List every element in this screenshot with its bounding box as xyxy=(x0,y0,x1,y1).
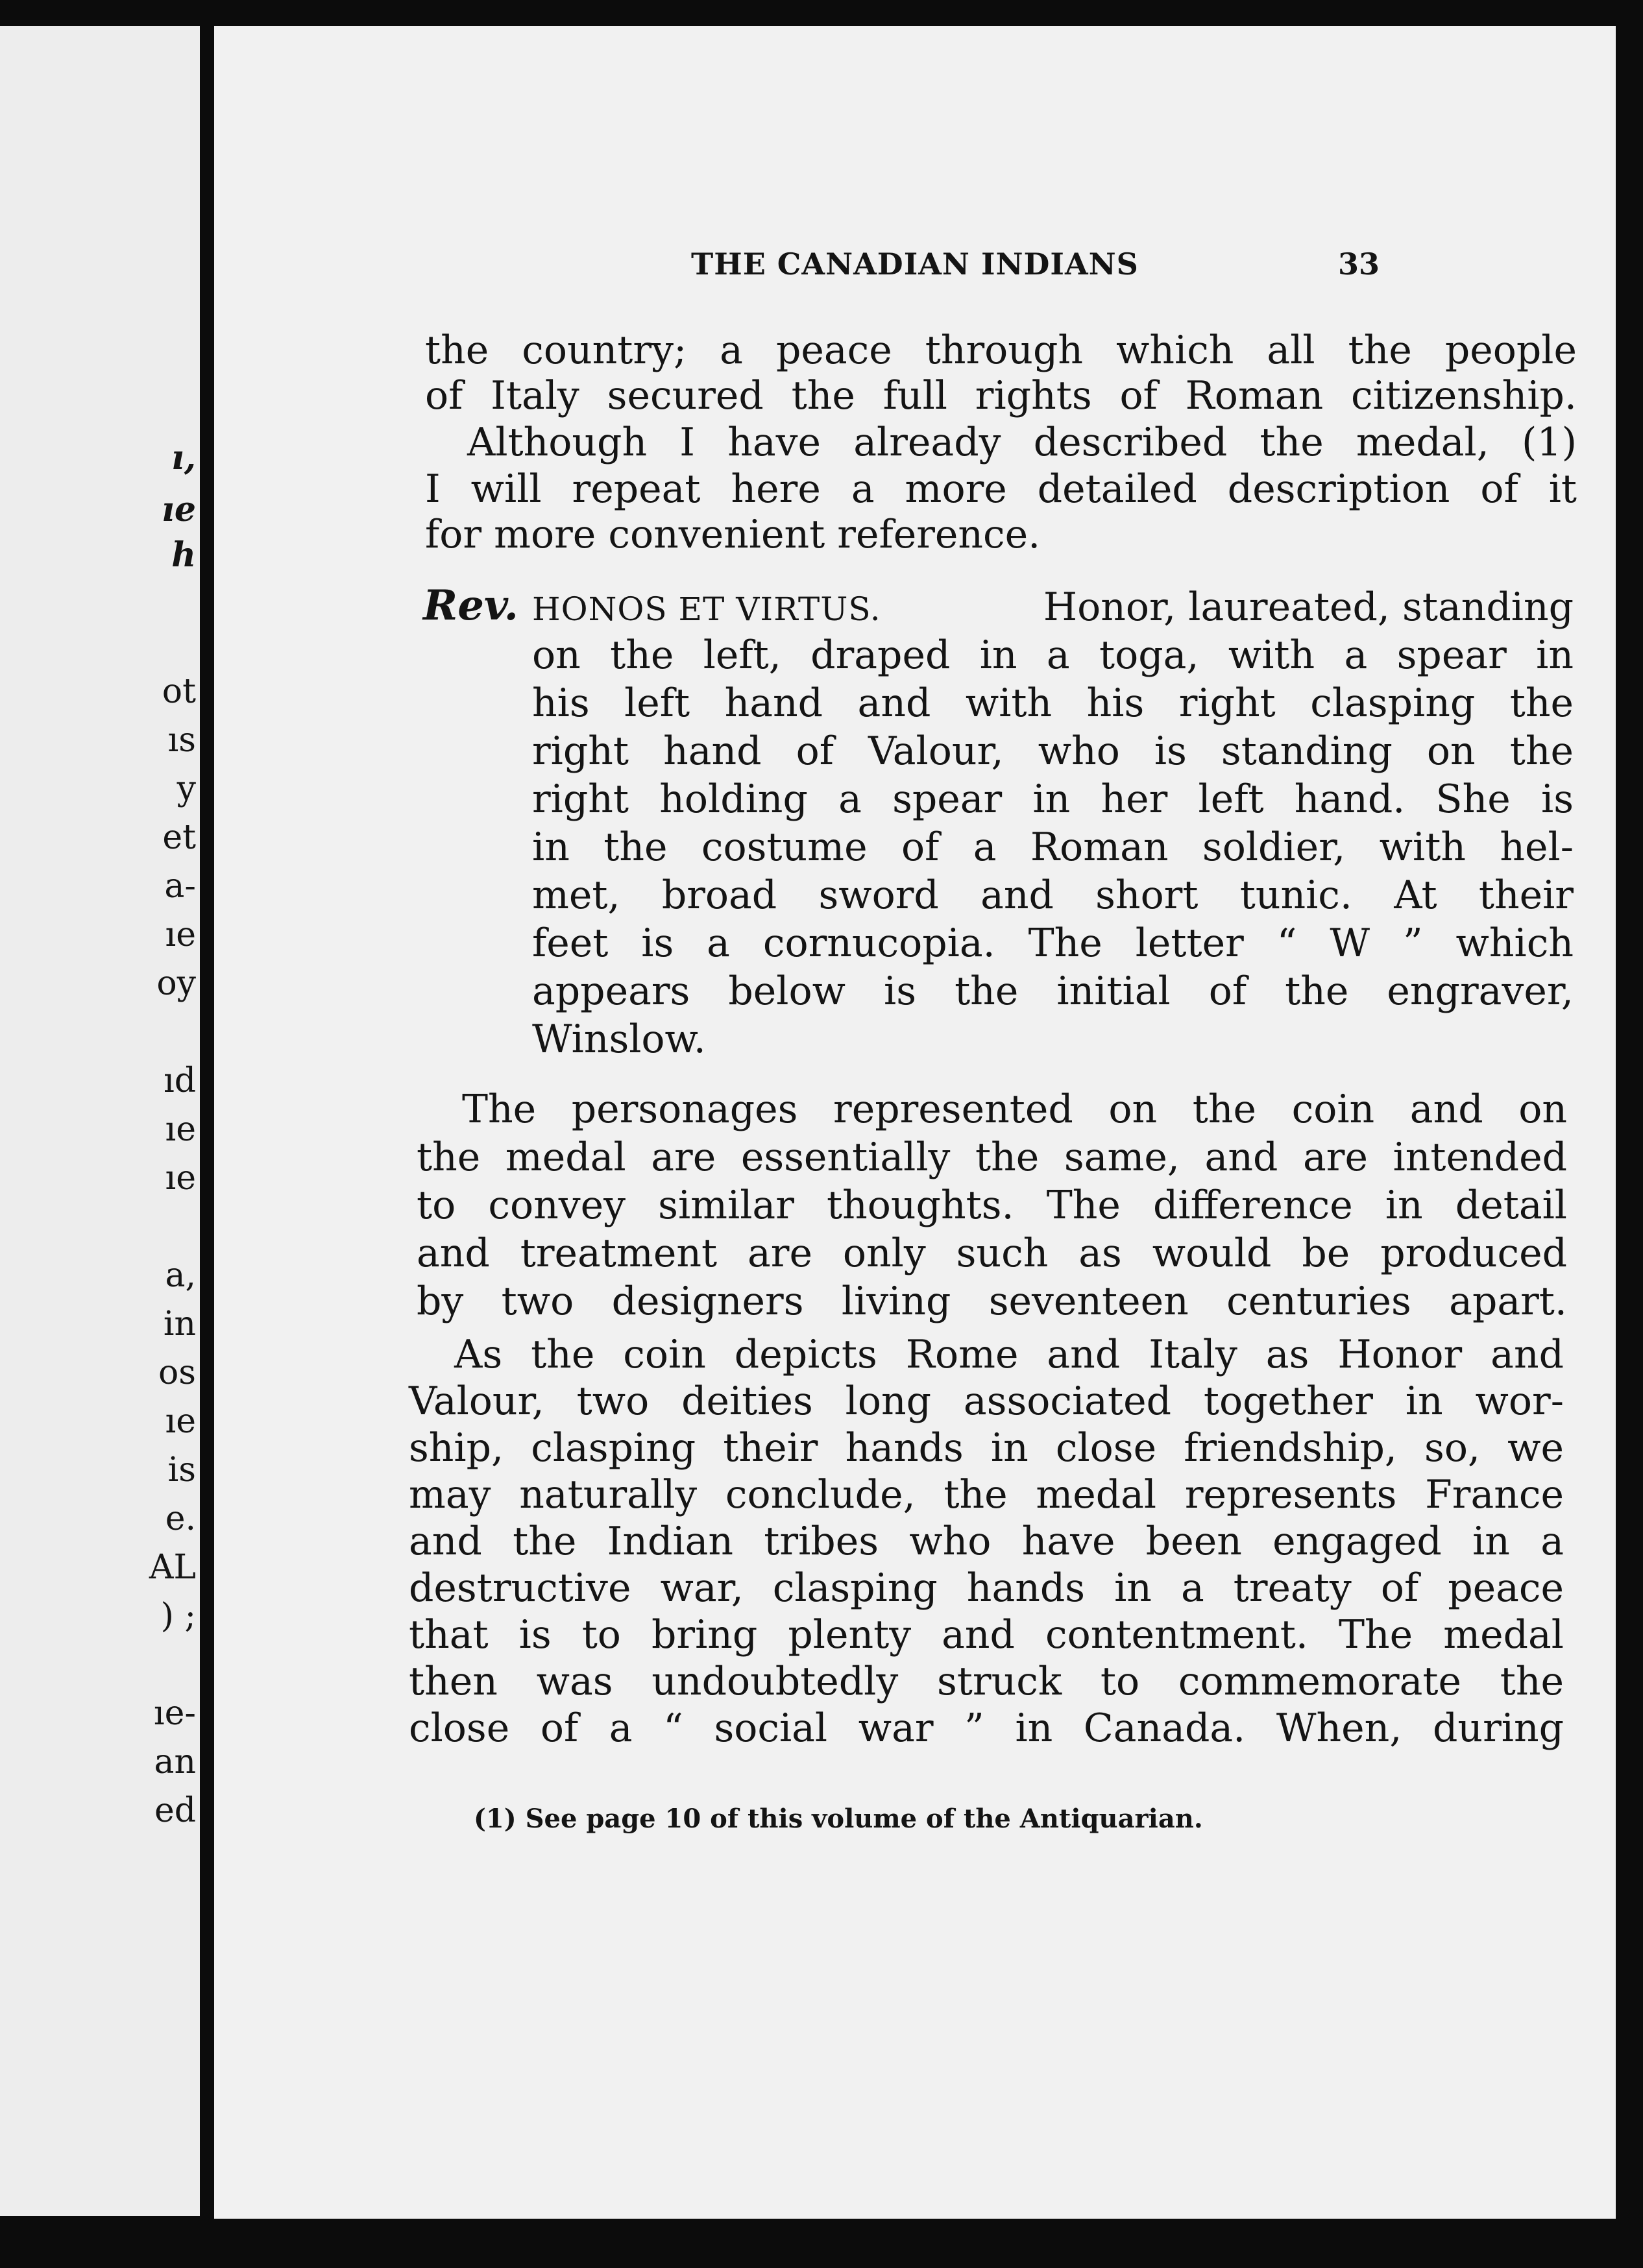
rev-first-line-rest: Honor, laureated, standing xyxy=(1043,585,1574,630)
footnote: (1) See page 10 of this volume of the Antiquarian. xyxy=(474,1804,1203,1834)
left-page-fragment: is xyxy=(167,1451,196,1490)
rev-lines-line-3: right hand of Valour, who is standing on the xyxy=(532,729,1574,774)
p3-lines-line-1: The personages represented on the coin and on xyxy=(462,1087,1567,1132)
left-page-fragment: a- xyxy=(164,867,196,906)
p1-line-2: of Italy secured the full rights of Roman citizenship. xyxy=(425,373,1577,418)
p3-lines-line-5: by two designers living seventeen centuries apart. xyxy=(417,1279,1567,1324)
left-page-fragment: ıd xyxy=(164,1061,196,1100)
p4-lines-line-3: ship, clasping their hands in close friendship, so, we xyxy=(409,1425,1564,1471)
rev-lines-line-6: met, broad sword and short tunic. At their xyxy=(532,873,1574,918)
p2-line-1: Although I have already described the medal, (1) xyxy=(467,420,1577,465)
rev-first-line xyxy=(532,585,1574,630)
left-page-fragment: ıe- xyxy=(154,1694,196,1733)
left-page-fragment: ıe xyxy=(165,915,196,954)
rev-lines-line-2: his left hand and with his right clasping the xyxy=(532,681,1574,726)
rev-lines-line-9: Winslow. xyxy=(532,1017,706,1062)
rev-legend: HONOS ET VIRTUS. xyxy=(532,590,881,628)
p4-lines-line-5: and the Indian tribes who have been engaged in a xyxy=(409,1519,1564,1564)
left-page-fragment: ı, xyxy=(171,438,196,477)
page-number: 33 xyxy=(1338,247,1380,282)
p3-lines-line-2: the medal are essentially the same, and are intended xyxy=(417,1135,1567,1180)
p1-line-1: the country; a peace through which all the people xyxy=(425,328,1577,373)
left-facing-page xyxy=(0,26,200,2216)
p3-lines-line-4: and treatment are only such as would be produced xyxy=(417,1231,1567,1276)
p4-lines-line-7: that is to bring plenty and contentment. The medal xyxy=(409,1612,1564,1658)
left-page-fragment: y xyxy=(176,769,196,808)
left-page-fragment: an xyxy=(154,1743,196,1781)
p3-lines-line-3: to convey similar thoughts. The difference in detail xyxy=(417,1183,1567,1228)
rev-lines-line-7: feet is a cornucopia. The letter “ W ” which xyxy=(532,921,1574,966)
left-page-fragment: a, xyxy=(165,1256,196,1295)
left-page-fragment: in xyxy=(163,1305,196,1344)
left-page-fragment: ıe xyxy=(162,490,196,529)
left-page-fragment: h xyxy=(171,535,196,575)
p2-line-3: for more convenient reference. xyxy=(425,512,1041,557)
main-page xyxy=(214,26,1616,2219)
p4-lines-line-6: destructive war, clasping hands in a treaty of peace xyxy=(409,1565,1564,1611)
left-page-fragment: e. xyxy=(165,1499,196,1538)
left-page-fragment: AL xyxy=(149,1548,196,1587)
left-page-fragment: ıe xyxy=(165,1402,196,1441)
p4-lines-line-1: As the coin depicts Rome and Italy as Honor and xyxy=(454,1332,1564,1377)
p4-lines-line-2: Valour, two deities long associated together in wor- xyxy=(409,1379,1564,1424)
rev-lines-line-5: in the costume of a Roman soldier, with hel- xyxy=(532,825,1574,870)
left-page-fragment: oy xyxy=(156,964,196,1003)
left-page-fragment: ot xyxy=(162,672,196,711)
rev-lines-line-1: on the left, draped in a toga, with a spear in xyxy=(532,633,1574,678)
rev-lines-line-4: right holding a spear in her left hand. She is xyxy=(532,777,1574,822)
left-page-fragment: ed xyxy=(154,1791,196,1830)
left-page-fragment: ıe xyxy=(165,1159,196,1198)
rev-lines-line-8: appears below is the initial of the engraver, xyxy=(532,969,1574,1014)
left-page-fragment: os xyxy=(158,1353,196,1392)
left-page-fragment: ) ; xyxy=(160,1597,196,1635)
p2-line-2: I will repeat here a more detailed description of it xyxy=(425,466,1577,512)
rev-label: Rev. xyxy=(423,581,518,630)
p4-lines-line-9: close of a “ social war ” in Canada. When, during xyxy=(409,1706,1564,1751)
p4-lines-line-8: then was undoubtedly struck to commemorate the xyxy=(409,1659,1564,1704)
left-page-fragment: ıs xyxy=(167,721,196,760)
p4-lines-line-4: may naturally conclude, the medal represents France xyxy=(409,1472,1564,1517)
running-head: THE CANADIAN INDIANS xyxy=(691,247,1139,282)
left-page-fragment: et xyxy=(162,818,196,857)
left-page-fragment: ıe xyxy=(165,1110,196,1149)
